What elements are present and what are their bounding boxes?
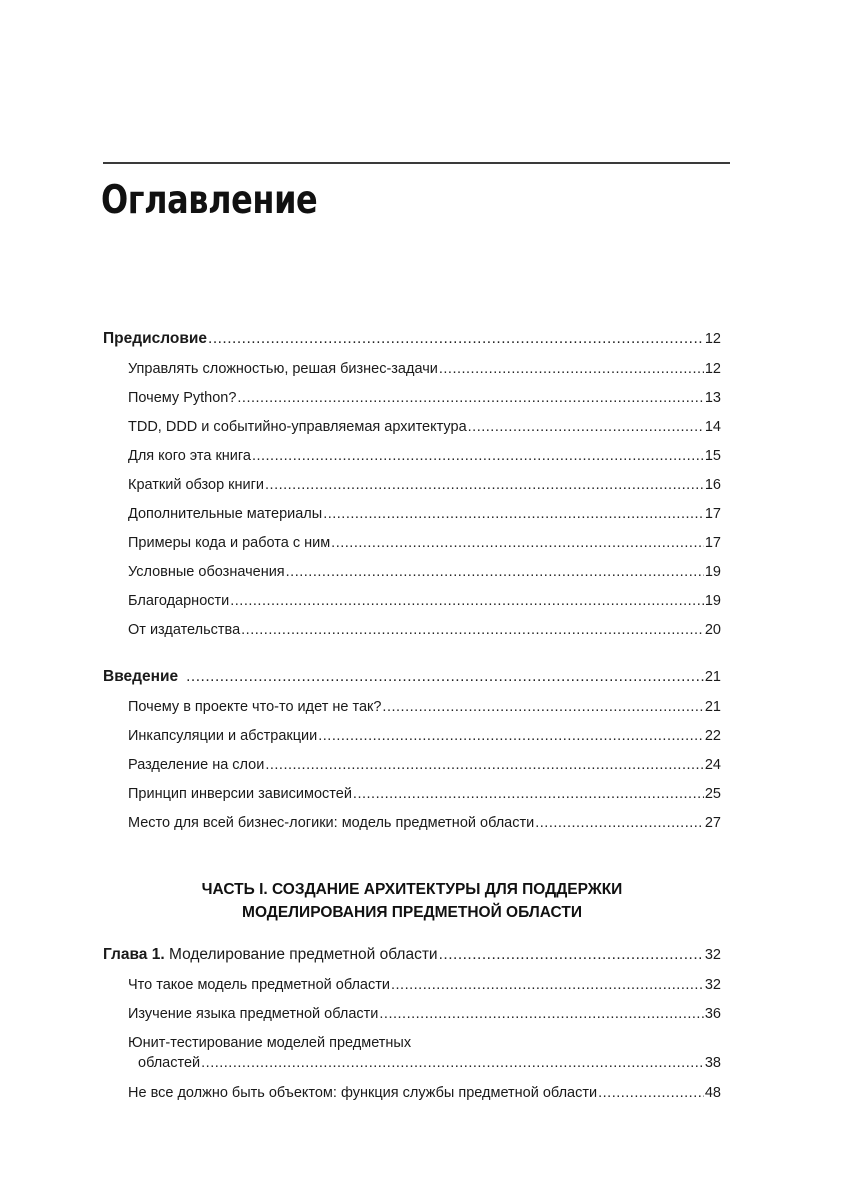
toc-entry[interactable] <box>128 1083 721 1103</box>
toc-page-number: 19 <box>704 593 721 609</box>
dot-leader <box>353 784 704 804</box>
toc-page-number: 27 <box>704 815 721 831</box>
dot-leader <box>318 726 704 746</box>
toc-entry-label: От издательства <box>128 622 241 638</box>
dot-leader <box>201 1053 704 1073</box>
dot-leader <box>439 359 704 379</box>
toc-entry-label: Инкапсуляции и абстракции <box>128 728 318 744</box>
dot-leader <box>265 755 704 775</box>
toc-page-number: 32 <box>704 977 721 993</box>
toc-entry[interactable] <box>128 784 721 804</box>
toc-entry-label: Примеры кода и работа с ним <box>128 535 331 551</box>
dot-leader <box>265 475 704 495</box>
toc-entry-label: Принцип инверсии зависимостей <box>128 786 352 802</box>
toc-entry-label: Краткий обзор книги <box>128 477 265 493</box>
toc-entry-chapter-1[interactable] <box>103 945 721 965</box>
dot-leader <box>323 504 704 524</box>
part-heading-line: МОДЕЛИРОВАНИЯ ПРЕДМЕТНОЙ ОБЛАСТИ <box>242 904 582 921</box>
toc-entry[interactable] <box>128 591 721 611</box>
dot-leader <box>237 388 703 408</box>
toc-entry[interactable] <box>128 388 721 408</box>
toc-page-number: 38 <box>704 1055 721 1071</box>
toc-entry-label: Разделение на слои <box>128 757 265 773</box>
toc-page-number: 15 <box>704 448 721 464</box>
dot-leader <box>535 813 704 833</box>
toc-entry-label: Не все должно быть объектом: функция службы предметной области <box>128 1085 598 1101</box>
dot-leader <box>382 697 703 717</box>
toc-page-number: 19 <box>704 564 721 580</box>
toc-entry-label: Изучение языка предметной области <box>128 1006 379 1022</box>
toc-entry[interactable] <box>128 562 721 582</box>
toc-entry[interactable] <box>128 726 721 746</box>
toc-page-number: 48 <box>704 1085 721 1101</box>
dot-leader <box>186 667 704 687</box>
toc-entry-label: TDD, DDD и событийно-управляемая архитектура <box>128 419 467 435</box>
toc-entry[interactable] <box>128 359 721 379</box>
dot-leader <box>286 562 704 582</box>
dot-leader <box>331 533 704 553</box>
dot-leader <box>241 620 704 640</box>
toc-entry[interactable] <box>128 475 721 495</box>
part-heading-line: ЧАСТЬ I. СОЗДАНИЕ АРХИТЕКТУРЫ ДЛЯ ПОДДЕРЖКИ <box>201 881 623 898</box>
toc-entry-label: Введение <box>103 668 179 685</box>
dot-leader <box>468 417 704 437</box>
toc-entry-label: Предисловие <box>103 330 208 347</box>
toc-entry[interactable] <box>128 417 721 437</box>
dot-leader <box>391 975 704 995</box>
toc-entry[interactable] <box>128 813 721 833</box>
toc-entry[interactable] <box>128 975 721 995</box>
toc-entry[interactable] <box>128 755 721 775</box>
dot-leader <box>252 446 704 466</box>
toc-entry-label: Условные обозначения <box>128 564 285 580</box>
dot-leader <box>598 1083 704 1103</box>
toc-entry-label: Для кого эта книга <box>128 448 251 464</box>
toc-page-number: 17 <box>704 506 721 522</box>
toc-entry-preface[interactable] <box>103 329 721 349</box>
toc-entry-label: Место для всей бизнес-логики: модель предметной области <box>128 815 535 831</box>
toc-page-number: 13 <box>704 390 721 406</box>
dot-leader <box>379 1004 703 1024</box>
toc-entry-label: Благодарности <box>128 593 230 609</box>
toc-entry-label: Почему в проекте что-то идет не так? <box>128 699 382 715</box>
toc-page-number: 25 <box>704 786 721 802</box>
toc-page-number: 36 <box>704 1006 721 1022</box>
toc-entry-label: Управлять сложностью, решая бизнес-задачи <box>128 361 438 377</box>
chapter-number: Глава 1. <box>103 946 165 963</box>
toc-page-number: 12 <box>704 361 721 377</box>
toc-page-number: 22 <box>704 728 721 744</box>
toc-page-number: 12 <box>704 331 721 347</box>
header-rule <box>103 162 730 164</box>
toc-entry[interactable] <box>128 504 721 524</box>
toc-entry[interactable] <box>128 533 721 553</box>
toc-page-number: 24 <box>704 757 721 773</box>
toc-entry-introduction[interactable] <box>103 667 721 687</box>
toc-entry-label: Почему Python? <box>128 390 237 406</box>
toc-page-number: 21 <box>704 699 721 715</box>
toc-page-number: 17 <box>704 535 721 551</box>
toc-entry-label: областей <box>138 1055 201 1071</box>
toc-page-number: 20 <box>704 622 721 638</box>
page-title: Оглавление <box>101 178 318 223</box>
part-heading[interactable] <box>103 878 721 924</box>
toc-entry-label-line[interactable]: Юнит-тестирование моделей предметных <box>128 1035 412 1051</box>
toc-page-number: 16 <box>704 477 721 493</box>
toc-entry-label: Моделирование предметной области <box>168 946 438 963</box>
dot-leader <box>230 591 704 611</box>
toc-entry[interactable] <box>128 1004 721 1024</box>
toc-entry[interactable] <box>128 446 721 466</box>
toc-entry-label: Что такое модель предметной области <box>128 977 390 993</box>
toc-entry[interactable] <box>138 1053 721 1073</box>
toc-page-number: 14 <box>704 419 721 435</box>
toc-page-number: 32 <box>704 947 721 963</box>
toc-entry[interactable] <box>128 697 721 717</box>
toc-entry[interactable] <box>128 620 721 640</box>
toc-page-number: 21 <box>704 669 721 685</box>
dot-leader <box>208 329 704 349</box>
toc-entry-label: Дополнительные материалы <box>128 506 323 522</box>
dot-leader <box>439 945 704 965</box>
